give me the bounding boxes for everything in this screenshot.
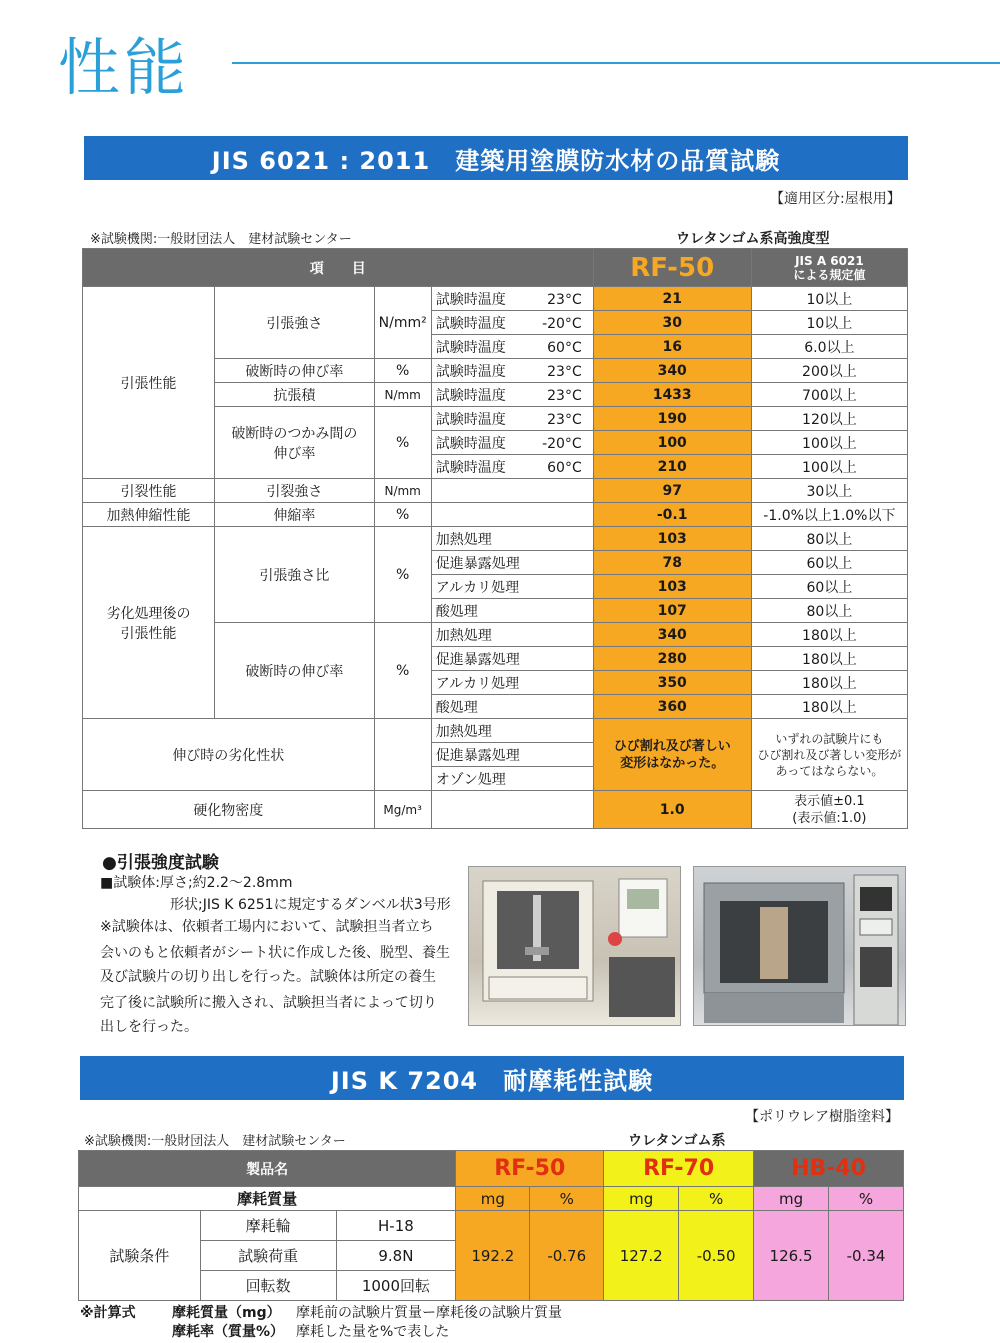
value-cell: 1.0 xyxy=(593,791,751,829)
condition-value: 9.8N xyxy=(336,1241,456,1271)
condition-value: 1000回転 xyxy=(336,1271,456,1301)
tensile-test-line: 会いのもと依頼者がシート状に作成した後、脱型、養生 xyxy=(100,945,450,961)
std-cell: 80以上 xyxy=(751,527,907,551)
calc1-desc: 摩耗前の試験片質量ー摩耗後の試験片質量 xyxy=(296,1305,562,1321)
sub-tensile-strength: 引張強さ xyxy=(215,287,375,359)
std-cell: 200以上 xyxy=(751,359,907,383)
value-cell: 103 xyxy=(593,575,751,599)
tensile-machine-photo xyxy=(468,866,681,1026)
std-cell: 10以上 xyxy=(751,287,907,311)
cond-cell: 試験時温度 -20°C xyxy=(431,311,593,335)
value-cell: 360 xyxy=(593,695,751,719)
group-tensile: 引張性能 xyxy=(83,287,215,479)
elong-deg-value: ひび割れ及び著しい 変形はなかった。 xyxy=(593,719,751,791)
result-mg: 127.2 xyxy=(604,1211,679,1301)
section1-banner: JIS 6021 : 2011 建築用塗膜防水材の品質試験 xyxy=(84,136,908,180)
condition-name: 回転数 xyxy=(200,1271,336,1301)
section2-banner: JIS K 7204 耐摩耗性試験 xyxy=(80,1056,904,1100)
exposure-chamber-photo xyxy=(693,866,906,1026)
result-pct: -0.50 xyxy=(679,1211,754,1301)
abrasion-test-table xyxy=(78,1150,904,1301)
result-pct: -0.34 xyxy=(829,1211,904,1301)
cond-cell: 酸処理 xyxy=(431,695,593,719)
condition-name: 試験荷重 xyxy=(200,1241,336,1271)
product-rf70: RF-70 xyxy=(604,1151,754,1187)
unit-pct: % xyxy=(679,1187,754,1211)
std-cell: 180以上 xyxy=(751,695,907,719)
value-cell: 280 xyxy=(593,647,751,671)
condition-label: 試験条件 xyxy=(79,1211,201,1301)
unit-cell: % xyxy=(374,407,431,479)
calc1-name: 摩耗質量（mg） xyxy=(172,1305,281,1321)
value-cell: 1433 xyxy=(593,383,751,407)
cond-cell: 加熱処理 xyxy=(431,719,593,743)
value-cell: 340 xyxy=(593,623,751,647)
condition-name: 摩耗輪 xyxy=(200,1211,336,1241)
quality-test-table xyxy=(82,248,908,829)
elong-deg-std: いずれの試験片にも ひび割れ及び著しい変形が あってはならない。 xyxy=(751,719,907,791)
sub-aging-elongation: 破断時の伸び率 xyxy=(215,623,375,719)
tensile-machine-illustration xyxy=(469,867,681,1026)
unit-mg: mg xyxy=(754,1187,829,1211)
std-cell: 6.0以上 xyxy=(751,335,907,359)
exposure-chamber-illustration xyxy=(694,867,906,1026)
cond-cell: 試験時温度 23°C xyxy=(431,407,593,431)
value-cell: 107 xyxy=(593,599,751,623)
group-hardness: 硬化物密度 xyxy=(83,791,375,829)
std-cell: 100以上 xyxy=(751,455,907,479)
product-hb40: HB-40 xyxy=(754,1151,904,1187)
sub-tear-strength: 引裂強さ xyxy=(215,479,375,503)
cond-cell: 加熱処理 xyxy=(431,527,593,551)
result-pct: -0.76 xyxy=(530,1211,604,1301)
tensile-test-line: ■試験体:厚さ;約2.2〜2.8mm xyxy=(100,875,293,891)
unit-cell: N/mm xyxy=(374,383,431,407)
unit-cell-empty xyxy=(374,719,431,791)
page-title: 性能 xyxy=(58,31,191,104)
group-tear: 引裂性能 xyxy=(83,479,215,503)
cond-cell: 促進暴露処理 xyxy=(431,743,593,767)
section1-product-type: ウレタンゴム系高強度型 xyxy=(676,231,830,247)
value-cell: 210 xyxy=(593,455,751,479)
value-cell: 78 xyxy=(593,551,751,575)
section1-institute: ※試験機関:一般財団法人 建材試験センター xyxy=(90,232,352,247)
header-item: 項 目 xyxy=(83,249,594,287)
cond-cell-empty xyxy=(431,791,593,829)
unit-cell: % xyxy=(374,503,431,527)
value-cell: 97 xyxy=(593,479,751,503)
unit-mg: mg xyxy=(604,1187,679,1211)
value-cell: 30 xyxy=(593,311,751,335)
condition-value: H-18 xyxy=(336,1211,456,1241)
std-cell: 100以上 xyxy=(751,431,907,455)
value-cell: 190 xyxy=(593,407,751,431)
sub-shrinkage: 伸縮率 xyxy=(215,503,375,527)
unit-cell: Mg/m³ xyxy=(374,791,431,829)
section2-category: 【ポリウレア樹脂塗料】 xyxy=(745,1109,899,1125)
cond-cell: 試験時温度 23°C xyxy=(431,287,593,311)
unit-cell: N/mm xyxy=(374,479,431,503)
std-cell: 120以上 xyxy=(751,407,907,431)
tensile-test-line: 完了後に試験所に搬入され、試験担当者によって切り xyxy=(100,995,437,1011)
std-cell: 180以上 xyxy=(751,647,907,671)
unit-cell: N/mm² xyxy=(374,287,431,359)
header-standard: JIS A 6021 による規定値 xyxy=(751,249,907,287)
std-cell: 30以上 xyxy=(751,479,907,503)
std-cell: 60以上 xyxy=(751,551,907,575)
unit-mg: mg xyxy=(456,1187,530,1211)
unit-pct: % xyxy=(530,1187,604,1211)
section1-category: 【適用区分:屋根用】 xyxy=(770,191,901,207)
cond-cell: アルカリ処理 xyxy=(431,575,593,599)
calc2-desc: 摩耗した量を%で表した xyxy=(296,1324,450,1340)
group-elongation-degradation: 伸び時の劣化性状 xyxy=(83,719,375,791)
std-cell: 60以上 xyxy=(751,575,907,599)
sub-tensile-product: 抗張積 xyxy=(215,383,375,407)
sub-grip-elongation: 破断時のつかみ間の 伸び率 xyxy=(215,407,375,479)
unit-pct: % xyxy=(829,1187,904,1211)
tensile-test-heading: ●引張強度試験 xyxy=(102,853,219,873)
result-mg: 192.2 xyxy=(456,1211,530,1301)
tensile-test-line: 形状;JIS K 6251に規定するダンベル状3号形 xyxy=(170,897,451,913)
tensile-test-line: 出しを行った。 xyxy=(100,1019,198,1035)
cond-cell: 促進暴露処理 xyxy=(431,551,593,575)
calc2-name: 摩耗率（質量%） xyxy=(172,1324,285,1340)
value-cell: 340 xyxy=(593,359,751,383)
unit-cell: % xyxy=(374,623,431,719)
std-cell: 700以上 xyxy=(751,383,907,407)
value-cell: -0.1 xyxy=(593,503,751,527)
cond-cell: 試験時温度 60°C xyxy=(431,335,593,359)
title-divider xyxy=(232,62,1000,64)
product-rf50: RF-50 xyxy=(456,1151,604,1187)
header-product: RF-50 xyxy=(593,249,751,287)
cond-cell: 試験時温度 23°C xyxy=(431,383,593,407)
group-heat: 加熱伸縮性能 xyxy=(83,503,215,527)
value-cell: 100 xyxy=(593,431,751,455)
std-cell: 表示値±0.1 (表示値:1.0) xyxy=(751,791,907,829)
group-aging: 劣化処理後の 引張性能 xyxy=(83,527,215,719)
sub-strength-ratio: 引張強さ比 xyxy=(215,527,375,623)
section2-institute: ※試験機関:一般財団法人 建材試験センター xyxy=(84,1134,346,1149)
cond-cell: オゾン処理 xyxy=(431,767,593,791)
col-product-name: 製品名 xyxy=(79,1151,456,1187)
std-cell: 180以上 xyxy=(751,671,907,695)
result-mg: 126.5 xyxy=(754,1211,829,1301)
cond-cell: 試験時温度 60°C xyxy=(431,455,593,479)
calc-label: ※計算式 xyxy=(80,1305,136,1321)
row-abrasion-mass: 摩耗質量 xyxy=(79,1187,456,1211)
std-cell: 180以上 xyxy=(751,623,907,647)
section2-product-type: ウレタンゴム系 xyxy=(628,1133,726,1149)
std-cell: 10以上 xyxy=(751,311,907,335)
cond-cell: 加熱処理 xyxy=(431,623,593,647)
cond-cell-empty xyxy=(431,479,593,503)
tensile-test-line: 及び試験片の切り出しを行った。試験体は所定の養生 xyxy=(100,969,436,985)
cond-cell: 酸処理 xyxy=(431,599,593,623)
cond-cell: 試験時温度 -20°C xyxy=(431,431,593,455)
value-cell: 350 xyxy=(593,671,751,695)
tensile-test-line: ※試験体は、依頼者工場内において、試験担当者立ち xyxy=(100,919,434,935)
cond-cell: 促進暴露処理 xyxy=(431,647,593,671)
unit-cell: % xyxy=(374,527,431,623)
value-cell: 103 xyxy=(593,527,751,551)
unit-cell: % xyxy=(374,359,431,383)
sub-elongation: 破断時の伸び率 xyxy=(215,359,375,383)
std-cell: -1.0%以上1.0%以下 xyxy=(751,503,907,527)
cond-cell: 試験時温度 23°C xyxy=(431,359,593,383)
value-cell: 16 xyxy=(593,335,751,359)
std-cell: 80以上 xyxy=(751,599,907,623)
value-cell: 21 xyxy=(593,287,751,311)
cond-cell-empty xyxy=(431,503,593,527)
cond-cell: アルカリ処理 xyxy=(431,671,593,695)
